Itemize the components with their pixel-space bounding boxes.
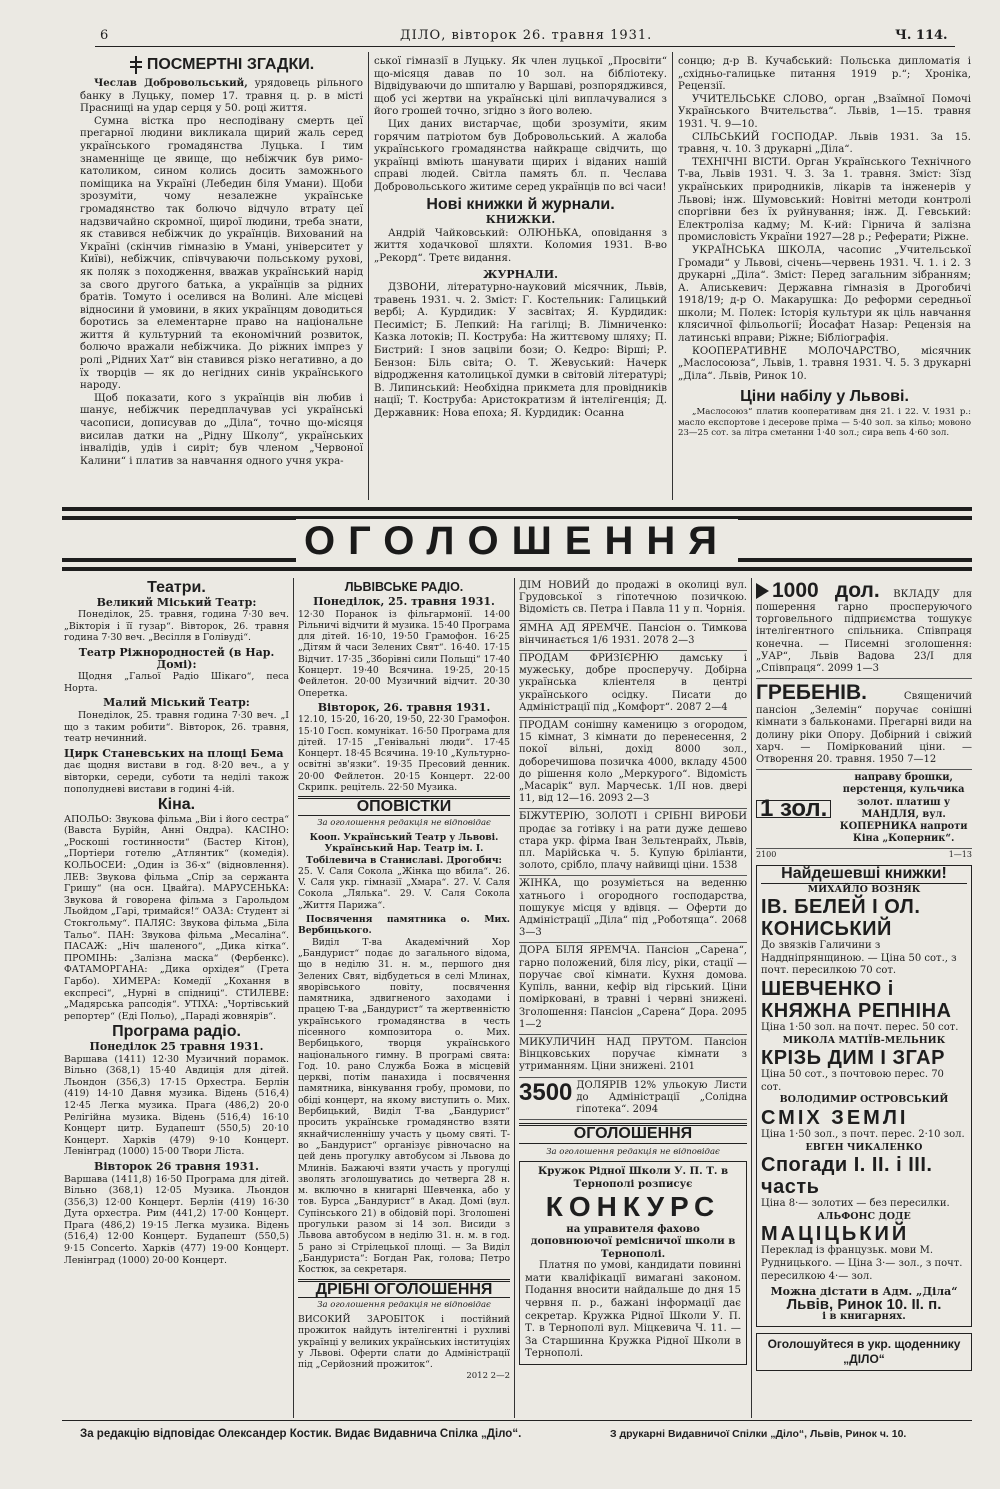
small-ads-title: ДРІБНІ ОГОЛОШЕННЯ (298, 1279, 510, 1298)
notice-1: 25. V. Саля Сокола „Жінка що вбила“. 26. V. Саля укр. гімназії „Хмара“. 27. V. Саля Сокола „Лялька“. 29. V. Саля Сокола „Життя Парижа“. (298, 865, 510, 911)
classified-column (519, 578, 747, 1418)
ad-house-sale: ПРОДАМ сонішну каменицю з огородом, 15 кімнат, 3 кімнати до перенесення, 2 покої вільні, дохід 8000 зол., доборечишова позичка 4000, вкладу 4500 до рішення коло „Меркурого“. Відомість „Масарік“ вул. Марчеськ. 1/ІІ нов. двері 11, від 12—16. 2093 2—3 (519, 718, 747, 809)
journal-3: СІЛЬСЬКИЙ ГОСПОДАР. Львів 1931. За 15. травня, ч. 10. З друкарні „Діла“. (678, 131, 971, 156)
column-divider (293, 578, 294, 1418)
journal-2: УЧИТЕЛЬСЬКЕ СЛОВО, орган „Взаїмної Помочі Українського Вчительства“. Львів, 1—15. травня 1931. Ч. 9—10. (678, 93, 971, 130)
advertise-in-dilo: Оголошуйтеся в укр. щоденнику „ДІЛО“ (756, 1333, 972, 1371)
konkurs-ad (519, 1161, 747, 1365)
small-ad-1: ВИСОКИЙ ЗАРОБІТОК і постійний прожиток найдуть інтелігентні і рухливі українці у великих українських інституціях у Львові. Оферти слати до Адміністрації під „Серйозний прожиток“. (298, 1314, 510, 1371)
konkurs-title: КОНКУРС (545, 1190, 721, 1222)
banner-title: ОГОЛОШЕННЯ (62, 519, 972, 564)
books-title: Нові книжки й журнали. (426, 195, 615, 213)
header-rule (95, 46, 955, 47)
obituary-p2: Сумна вістка про несподівану смерть цеї прегарної людини викликала щирий жаль серед українського громадянства Луцька. І тим знаменніще це явище, що небіжчик був римо-католиком, сином колись досить заможнього поміщика на Україні (Лебедин біля Умани). Щоби зрозуміти, чому незалежне українське громадянство так болючо відчуло втрату цеї надзвичайно скромної, щирої людини, треба знати, як ставився небіжчик до українців. Вихований на Україні (скінчив гімназію в Умані, університет у Київі), небіжчик, співчуваючи польському рухові, як поляк з походження, вважав український нарід за свого другого батька, а українців за рідних братів. Томуто і оселився на Волині. Але місцеві відносини й умовини, в яких українцям доводиться боротись за елементарне право на національне життя й культурний та економічний розвиток, болючо вражали небіжчика. До ріжних імпрез у ролі „Рідних Хат“ він ставився різко негативно, а до їх творців — як до негідних синів українського народу. (80, 115, 363, 392)
book-1: Андрій Чайковський: ОЛЮНЬКА, оповідання з життя ходачкової шляхти. Коломия 1931. В-во „Рекорд“. Третє видання. (374, 227, 667, 264)
book-shevchenko: ШЕВЧЕНКО і КНЯЖНА РЕПНІНА (761, 978, 952, 1023)
ad-hairdresser: ПРОДАМ ФРИЗІЄРНЮ дамську і мужеську, добре просперучу. Добірна українська кліентеля в центрі українського осідку. Писати до Адміністрації під „Комфорт“. 2087 2—4 (519, 651, 747, 718)
ad-mykulychyn: МИКУЛИЧИН НАД ПРУТОМ. Пансіон Вінцковських поручає кімнати з утриманням. Ціни знижені. 2101 (519, 1035, 747, 1078)
obituary-p3: Щоб показати, кого з українців він любив і шанує, небіжчик передплачував усі українські часописи, дописував до „Діла“, точно що-місяця висилав датки на „Рідну Школу“, українських інвалідів, удів і сиріт; був членом „Червоної Калини“ і платив за навчання одного учня укра- (80, 392, 363, 467)
ogol-title: ОГОЛОШЕННЯ (519, 1123, 747, 1144)
journal-6: КООПЕРАТИВНЕ МОЛОЧАРСТВО, місячник „Маслосоюза“, Львів, 1. травня 1931. Ч. 5. З друкарні „Діла“. Львів, Ринок 10. (678, 345, 971, 382)
theatre-title: Театри. (147, 579, 206, 596)
book-spohady: Спогади І. ІІ. і ІІІ. часть (761, 1154, 933, 1199)
books-subtitle: КНИЖКИ. (485, 213, 556, 227)
ad-repair: 1 зол. направу брошки, перстенця, кульчика золот. платиш у МАНДЛЯ, вул. КОПЕРНИКА напроти Кіна „Коперник“. (756, 770, 972, 849)
ad-grebeniv: ГРЕБЕНІВ. Священичий пансіон „Зелемін“ поручає сонішні кімнати з бальконами. Прегарні види на долину ріки Опору. Добірний і свіжий харч. — Поміркований ціни. — Отворення 20. травня. 1950 7—12 (756, 679, 972, 770)
book-belei: ІВ. БЕЛЕЙ І ОЛ. КОНИСЬКИЙ (761, 896, 921, 941)
journal-4: ТЕХНІЧНІ ВІСТИ. Орган Українського Технічного Т-ва, Львів 1931. Ч. 3. За 1. травня. Зміст: Зїзд українських природників, лікарів та інженерів у Львові; інж. Шумовський: Новітні методи контролі споргівни без їх руйнування; інж. Д. Гевський: Електроліза кадму; М. К-ий: Гірнича й залізна промисловість України 1927—28 р.; Реферати; Ріжне. (678, 156, 971, 244)
book-matsitskyi: МАЦІЦЬКИЙ (761, 1223, 910, 1246)
obituary-column (80, 52, 363, 502)
theatre-1-name: Великий Міський Театр: (96, 595, 257, 609)
cinema-list: АПОЛЬО: Звукова фільма „Віи і його сестра“ (Вавста Бурійн, Анні Ондра). КАСІНО: „Роскоші гостинности“ (Бастер Кітон), „Портіери готелю „Атлянтик“ (комедія). КОЛЬОСЕИ: „Один із 36-х“ (відновлення). ЛЕВ: Звукова фільма „Спір за сержанта Гришу“ (на осн. Цвайга). МАРУСЕНЬКА: Звукова й говорена фільма з Гарольдом Льойдом „Гарі, тримайся!“ ОАЗА: Студент зі Стокгольму“. ПАЛЯС: Звукова фільма „Біла Тальо“. ПАН: Звукова фільма „Месаліна“. ПАСАЖ: „Ніч шаленого“, „Дика кітка“. ПРОМІНЬ: „Залізна маска“ (Фербенкс). ФАТАМОРГАНА: „Дика орхідея“ (Грета Гарбо). ХИМЕРА: Комедії „Кохання в експресі“, „Нурні в спідниці“. СТИЛЕВЕ: „Мадярська рапсодія“. УТІХА: „Чортівський репортер“ (Еді Польо), „Параді жовнярів“. (64, 813, 289, 1022)
book-smikh: СМІХ ЗЕМЛІ (761, 1106, 909, 1129)
radio-tuesday: Вівторок 26 травня 1931. (94, 1159, 259, 1173)
theatre-1: Понеділок, 25. травня, година 7·30 веч. „Вікторія і її гузар“. Вівторок, 26. травня година 7·30 веч. „Весілля в Голівуді“. (64, 609, 289, 644)
footer-printer: З друкарні Видавничої Спілки „Діло“, Львів, Ринок ч. 10. (610, 1428, 907, 1440)
notices-disclaimer: За оголошення редакція не відповідає (317, 817, 491, 828)
ad-woman: ЖІНКА, що розуміється на веденню хатнього і огородного господарства, пошукує місця у вдівця. — Оферти до Адміністрації „Діла“ під „Роботяща“. 2068 3—3 (519, 876, 747, 943)
prices-title: Ціни набілу у Львові. (740, 388, 909, 406)
ad-dora: ДОРА БІЛЯ ЯРЕМЧА. Пансіон „Сарена“, гарно положений, біля лісу, ріки, стації — поручає свої кімнати. Кухня домова. Купіль, ванни, кефір від гірський. Ціни помірковані, в травні і червні знижені. Зголошення: Пансіон „Сарена“ Дора. 2095 1—2 (519, 943, 747, 1034)
ad-1000-dollars: 1000 дол. ВКЛАДУ для пошерення гарно просперуючого торговельного підприємства тошукує інтелігентного спільника. Співпраця конечна. — Писемні зголошення: „УАР“, Львів Вадова 23/І для „Співпраця“. 2099 1—3 (756, 578, 972, 679)
theatre-2-name: Театр Ріжнородностей (в Нар. Домі): (78, 645, 275, 671)
footer-editor: За редакцію відповідає Олександер Костик. Видає Видавнича Спілка „Діло“. (80, 1428, 522, 1440)
konkurs-sub: на управителя фахово доповнюючої ремісничої школи в Тернополі. (530, 1222, 736, 1260)
obituary-cont: ської гімназії в Луцьку. Як член луцької „Просвіти“ що-місяця давав по 10 зол. на бібліотеку. Відвідуваючи до шпиталю у Варшаві, розпоряджився, щоб усі жертви на українські цілі виплачувалися з його грошей точно, згідно з його волею. (374, 56, 667, 118)
prices-text: „Маслосоюз“ платив кооперативам дня 21. і 22. V. 1931 р.: масло експортове і десерове пріма — 5·40 зол. за кільо; мовоно 23—25 сот. за літра сметанни 1·40 зол.; сира вепь 4·60 зол. (678, 407, 971, 439)
arrow-icon (756, 583, 769, 599)
theatre-2: Щодня „Гальої Радіо Шікаго“, песа Норта. (64, 671, 289, 694)
theatre-column (64, 578, 289, 1418)
journal-5: УКРАЇНСЬКА ШКОЛА, часопис „Учительської Громади“ у Львові, січень—червень 1931. Ч. 1. і 2. З друкарні „Діла“. Зміст: Перед загальним зібранням; А. Алиськевич: Державна гімназія в Дрогобичі 1918/19; д-р О. Макарушка: До реформи середньої школи; М. Полек: Історія культури як ціль навчання клясичної фільольогії; Йосафат Назар: Рецензія на латинські вправи; Ріжне; Бібліографія. (678, 244, 971, 345)
radio-tuesday-text: Варшава (1411,8) 16·50 Програма для дітей. Вільно (368,1) 12·05 Музика. Льондон (356,3) 12·00 Концерт. Берлін (419) 16·30 Дута орхестра. Рим (441,2) 17·00 Концерт. Прага (486,2) 19·15 Легка музика. Відень (516,4) 12·00 Концерт. Будапешт (550,5) 9·15 Concerto. Харків (477) 19·00 Концерт. Ленінград (1000) 20·00 Концерт. (64, 1173, 289, 1266)
books-ad: Найдешевші книжки! МИХАЙЛО ВОЗНЯК ІВ. БЕЛЕЙ І ОЛ. КОНИСЬКИЙ До звязків Галичини з Наддніпрянщиною. — Ціна 50 сот., з почт. пересилкою 70 сот. ШЕВЧЕНКО і КНЯЖНА РЕПНІНА Ціна 1·50 зол. на почт. перес. 50 сот. МИКОЛА МАТІЇВ-МЕЛЬНИК КРІЗЬ ДИМ І ЗГАР Ціна 50 сот., з почтовою перес. 70 сот. ВОЛОДИМИР ОСТРОВСЬКИЙ СМІХ ЗЕМЛІ Ціна 1·50 зол., з почт. перес. 2·10 зол. ЕВГЕН ЧИКАЛЕНКО Спогади І. ІІ. і ІІІ. часть Ціна 8·— золотих — без пересилки. АЛЬФОНС ДОДЕ МАЦІЦЬКИЙ Переклад із французьк. мови М. Рудницького. — Ціна 3·— зол., з почт. пересилкою 4·— зол. Можна дістати в Адм. „Діла“ Львів, Ринок 10. ІІ. п. і в книгарнях. (756, 865, 972, 1327)
issue-number: Ч. 114. (895, 28, 948, 43)
circus-title: Цирк Станевських на площі Бема (64, 746, 284, 760)
footer-rule (62, 1420, 972, 1421)
journals-column (678, 56, 971, 500)
lviv-radio-tuesday: Вівторок, 26. травня 1931. (317, 700, 491, 714)
masthead: ДІЛО, вівторок 26. травня 1931. (400, 28, 653, 43)
books-column (374, 56, 667, 500)
circus-text: дає щодня вистави в год. 8·20 веч., а у вівторки, середи, суботи та неділі також пополудневі вистави в годині 4-ій. (64, 760, 289, 795)
radio-title: Програма радіо. (112, 1023, 241, 1041)
lviv-radio-monday: Понеділок, 25. травня 1931. (313, 595, 495, 609)
cross-icon (129, 56, 143, 74)
theatre-3-name: Малий Міський Театр: (103, 696, 250, 710)
notice-2-head: Посвячення памятника о. Мих. Вербицького. (298, 914, 510, 937)
cheap-books-title: Найдешевші книжки! (761, 868, 967, 884)
column-divider (368, 52, 369, 500)
radio-monday: Понеділок 25 травня 1931. (89, 1039, 264, 1053)
obituary-end: Цих даних вистарчає, щоби зрозуміти, яким горячим патріотом був Добровольський. А жалоба українського громадянства найкраще свідчить, що українці вміють шанувати щирих і віданих нашій справі людей. Світла память бл. п. Чеслава Добровольського житиме серед українців по всі часи! (374, 118, 667, 193)
theatre-3: Понеділок, 25. травня година 7·30 веч. „І що з таким робити“. Вівторок, 26. травня, театр нечинний. (64, 709, 289, 745)
ogol-disclaimer: За оголошення редакція не відповідає (546, 1146, 720, 1157)
column-divider (751, 578, 752, 1418)
lviv-radio-title: ЛЬВІВСЬКЕ РАДІО. (344, 580, 464, 594)
ads-banner (62, 507, 972, 571)
konkurs-text: Платня по умові, кандидати повинні мати кваліфікації вимагані законом. Подання вносити найдальше до дня 15 червня п. р., бажані інформації дає секретар. Кружка Рідної Школи У. П. Т. в Тернополі вул. Міцкевича Ч. 11. — За Старшинна Кружка Рідної Школи в Тернополі. (525, 1260, 741, 1360)
lviv-radio-monday-text: 12·30 Поранок із фільгармонії. 14·00 Рільничі відчити й музика. 15·40 Програма для дітей. 16·10, 19·50 Грамофон. 16·25 „Дітям й часи Зелених Свят“. 16·40. 17·15 Відчит. 17·35 „Зборівні сили Польщі“ 17·40 Концерт. 19·40 Всячина. 19·25, 20·15 Фейлетон. 20·00 Музичний відчит. 20·30 Оперетка. (298, 608, 510, 699)
notice-1-head: Кооп. Український Театр у Львові. Український Нар. Театр ім. І. Тобілевича в Станиславі. Дрогобич: (306, 831, 502, 866)
ad-house: ДІМ НОВИЙ до продажі в околиці вул. Грудовської з гіпотечною позичкою. Відомість св. Петра і Павла 11 у п. Чорнія. (519, 578, 747, 621)
small-ad-1-code: 2012 2—2 (466, 1370, 510, 1381)
small-ads-disclaimer: За оголошення редакція не відповідає (317, 1299, 491, 1310)
radio-notices-column (298, 578, 510, 1418)
ad-jewelry: БІЖУТЕРІЮ, ЗОЛОТІ і СРІБНІ ВИРОБИ продає за готівку і на рати дуже дешево стара укр. фірма Іван Зельтенрайх, Львів, пл. Марійська ч. 5. Купую бріліанти, золото, срібло, плачу найвищі ціни. 1538 (519, 809, 747, 876)
konkurs-intro: Кружок Рідної Школи У. П. Т. в Тернополі розписує (537, 1165, 729, 1190)
page-number: 6 (100, 28, 109, 43)
lviv-radio-tuesday-text: 12.10, 15·20, 16·20, 19·50, 22·30 Грамофон. 15·10 Госп. комунікат. 16·50 Програма для дітей. 17·15 „Генівальні люди“. 17·45 Концерт. 18·45 Всячина. 19·10 „Культурно-освітні зв'язки“. 19·35 Пресовий денник. 20·00 Фейлетон. 20·15 Концерт. 22·00 Скрипк. рецітель. 22·50 Музика. (298, 714, 510, 794)
journal-1: ДЗВОНИ, літературно-науковий місячник, Львів, травень 1931. ч. 2. Зміст: Г. Костельник: Галицький вербі; А. Курдидик: У засвітах; Я. Курдидик: Песиміст; Б. Лепкий: На гагілці; В. Лімниченко: Казка лотоків; П. Коструба: На життєвому шляху; П. Бистрий: І знов зацвіли бози; О. Кедро: Вірші; Р. Бензон: Біль світа; О. Т. Жевуський: Начерк відродження католицької думки в світовій літературі; В. Липинський: Необхідна прикмета для провідників нації; Т. Коструба: Аристократизм й інтелігенція; Д. Державник: Нова епоха; Я. Курдидик: Осанна (374, 282, 667, 420)
column-divider (672, 52, 673, 500)
column-divider (514, 578, 515, 1418)
radio-monday-text: Варшава (1411) 12·30 Музичний порамок. Вільно (368,1) 15·40 Авдиція для дітей. Льондон (356,3) 17·15 Орхестра. Берлін (419) 14·10 Давня музика. Відень (516,4) 12·45 Легка музика. Прага (486,2) 20·0 Релігійна музика. Відень (516,4) 16·10 Концерт цитр. Будапешт (550,5) 20·10 Концерт. Харків (479) 9·10 Концерт. Ленінград (1000) 15·00 Твори Ліста. (64, 1053, 289, 1158)
obituary-p1: Чеслав Добровольський, урядовець рільного банку в Луцьку, помер 17. травня ц. р. в місті Праснищі на удар серця у 50. році життя. (80, 77, 363, 115)
ad-yamna: ЯМНА АД ЯРЕМЧЕ. Пансіон о. Тимкова вінчинається 1/6 1931. 2078 2—3 (519, 621, 747, 651)
books-ads-column: 1000 дол. ВКЛАДУ для пошерення гарно просперуючого торговельного підприємства тошукує інтелігентного спільника. Співпраця конечна. — Писемні зголошення: „УАР“, Львів Вадова 23/І для „Співпраця“. 2099 1—3 ГРЕБЕНІВ. Священичий пансіон „Зелемін“ поручає сонішні кімнати з бальконами. Прегарні види на долину ріки Опору. Добірний і свіжий харч. — Поміркований ціни. — Отворення 20. травня. 1950 7—12 1 зол. направу брошки, перстенця, кульчика золот. платиш у МАНДЛЯ, вул. КОПЕРНИКА напроти Кіна „Коперник“. 2100 1—13 Найдешевші книжки! МИХАЙЛО ВОЗНЯК ІВ. БЕЛЕЙ І ОЛ. КОНИСЬКИЙ До звязків Галичини з Наддніпрянщиною. — Ціна 50 сот., з почт. пересилкою 70 сот. ШЕВЧЕНКО і КНЯЖНА РЕПНІНА Ціна 1·50 зол. на почт. перес. 50 сот. МИКОЛА МАТІЇВ-МЕЛЬНИК КРІЗЬ ДИМ І ЗГАР Ціна 50 сот., з почтовою перес. 70 сот. ВОЛОДИМИР ОСТРОВСЬКИЙ СМІХ ЗЕМЛІ Ціна 1·50 зол., з почт. перес. 2·10 зол. ЕВГЕН ЧИКАЛЕНКО Спогади І. ІІ. і ІІІ. часть Ціна 8·— золотих — без пересилки. АЛЬФОНС ДОДЕ МАЦІЦЬКИЙ Переклад із французьк. мови М. Рудницького. — Ціна 3·— зол., з почт. пересилкою 4·— зол. Можна дістати в Адм. „Діла“ Львів, Ринок 10. ІІ. п. і в книгарнях. Оголошуйтеся в укр. щоденнику „ДІЛО“ (756, 578, 972, 1418)
notices-title: ОПОВІСТКИ (298, 796, 510, 815)
book-kriz-dym: КРІЗЬ ДИМ І ЗГАР (761, 1047, 945, 1070)
obituary-title: ПОСМЕРТНІ ЗГАДКИ. (80, 56, 363, 74)
journals-subtitle: ЖУРНАЛИ. (483, 267, 558, 281)
journal-cont: сонцю; д-р В. Кучабський: Польська дипломатія і „східньо-галицьке питання 1919 р.“; Хроніка, Рецензії. (678, 56, 971, 93)
notice-2: Виділ Т-ва Академічний Хор „Бандурист“ подає до загального відома, що в неділю 31. н. м., першого дня Зелених Свят, відбудеться в селі Млинах, яворівського повіту, посвячення памятника, здвигненого заходами і працею Т-ва „Бандурист“ та жертвенністю українського громадянства в честь пісенного композитора о. Мих. Вербицького, творця українського національного гимну. В програмі свята: Год. 10. рано Служба Божа в місцевій церкві, потім панахида і посвячення памятника, вінкування гробу, промови, по обіді концерт, на якому виступить о. Мих. Вербицький, Виділ Т-ва „Бандурист“ просить українське громадянство взяти якнайчисленнішу участь у цьому святі. Т-во „Бандурист“ організує рівночасно на цей день прогулку автобусом зі Львова до Млинів. Бажаючі взяти участь у прогулці зволять зголошуватись до четверга 28 н. м. включно в книгарні Шевченка, або у тов. Бурса „Бандурист“ в Акад. Домі (вул. Супінського 21) в обідовій порі. Зголошені прогульки разом зі 14 зол. Висиди з Львова автобусом в неділю 31. н. м. в год. 5 рано зі Стрілецької площі. — За Виділ „Бандуриста“: Богдан Рак, голова; Петро Костюк, за секретаря. (298, 936, 510, 1276)
cinema-title: Кіна. (157, 796, 196, 814)
ad-dollars: 3500 ДОЛЯРІВ 12% ульокую Листи до Адміністрації „Солідна гіпотека“. 2094 (519, 1078, 747, 1121)
